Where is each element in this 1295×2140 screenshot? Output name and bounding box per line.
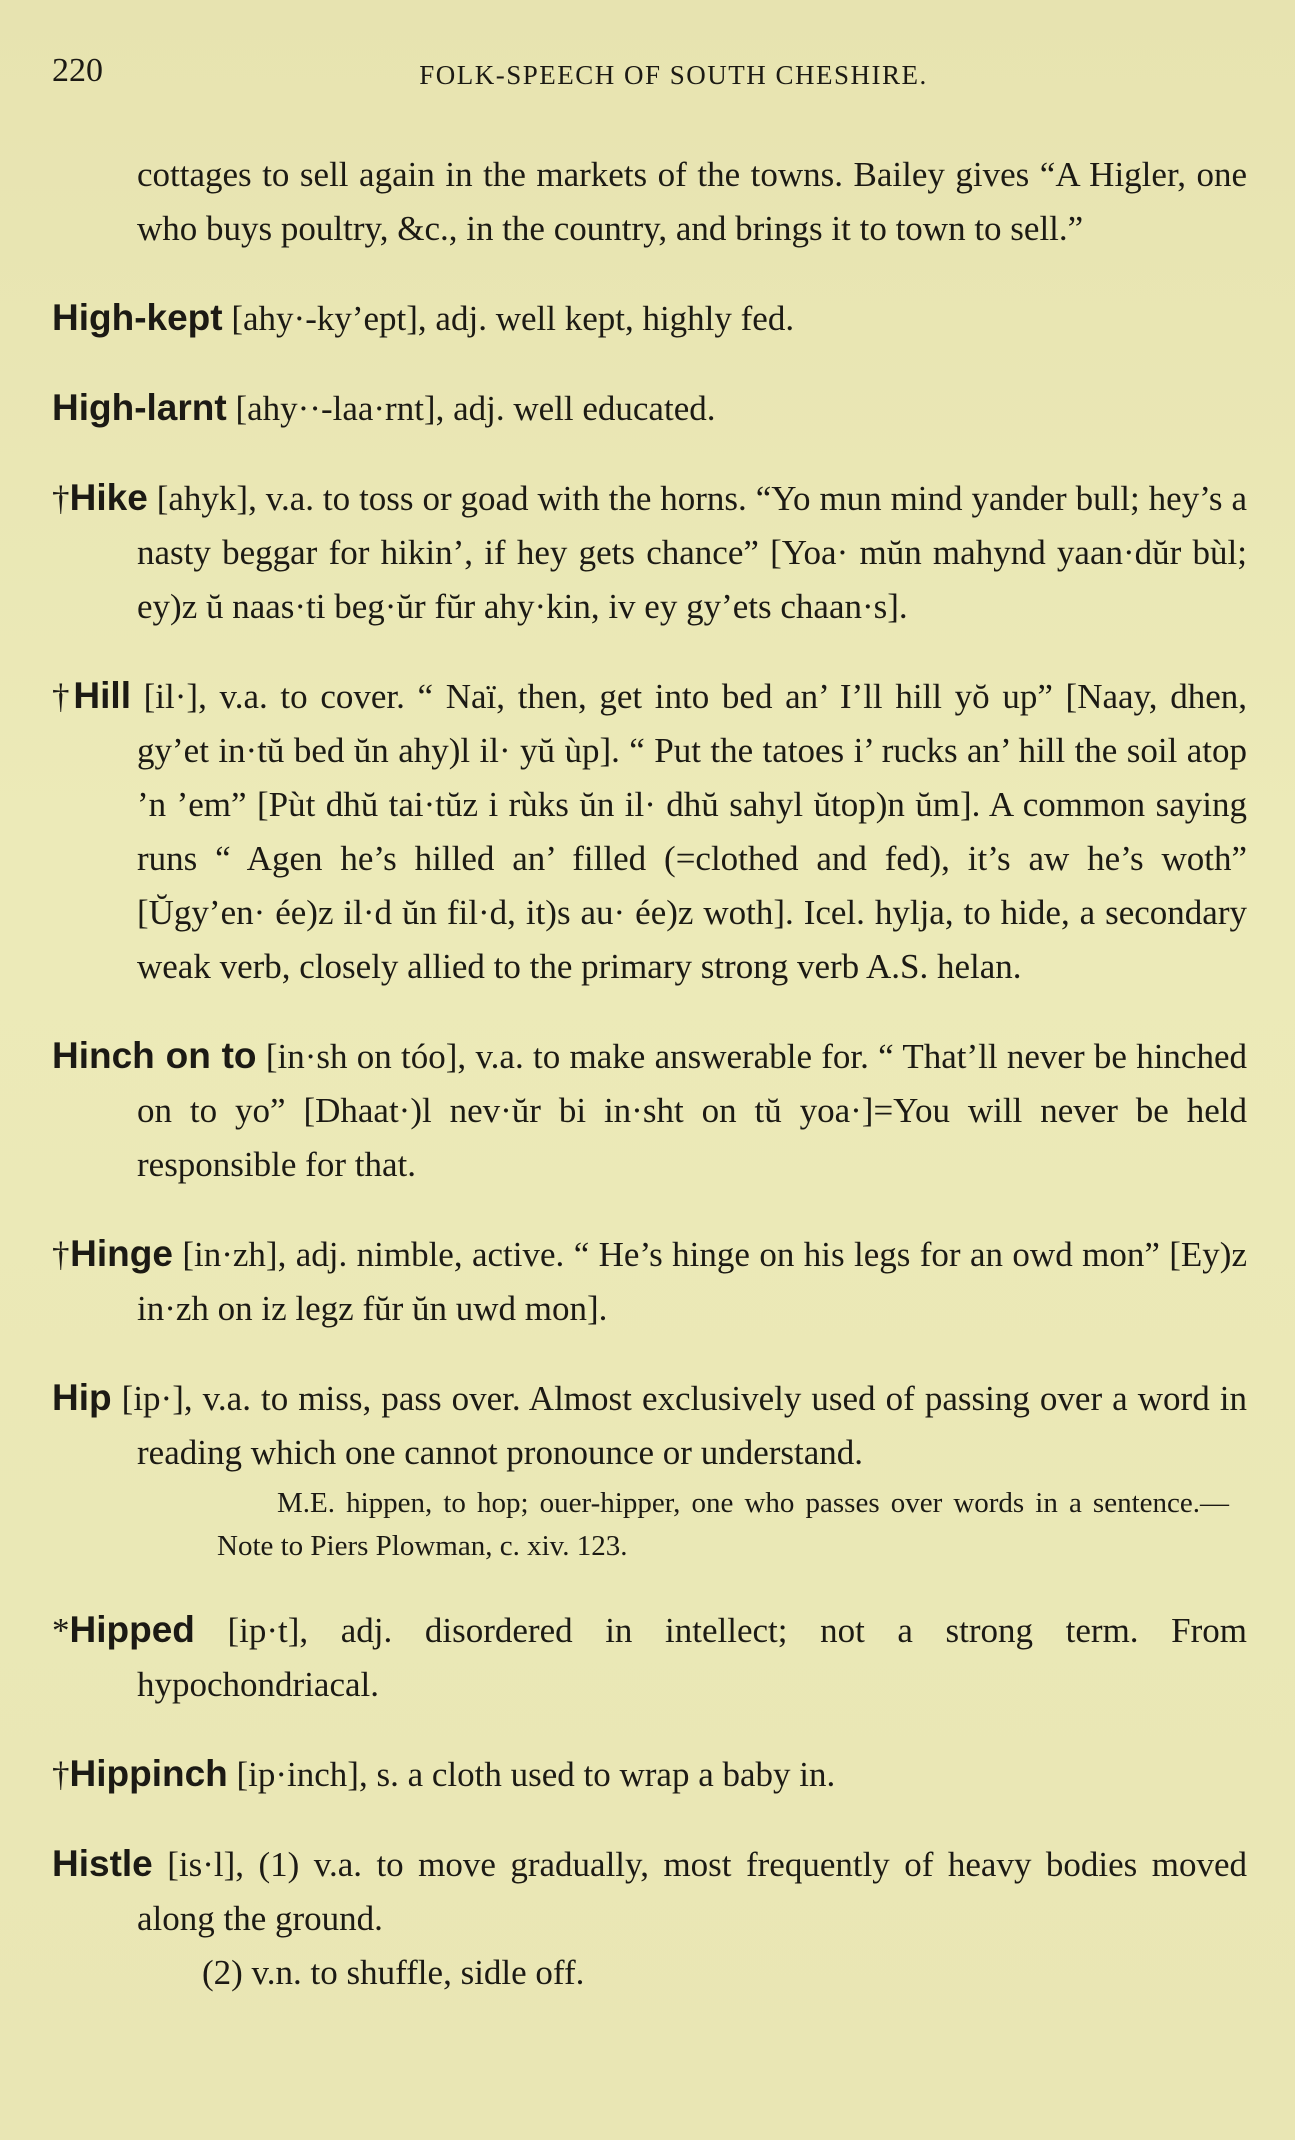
definition: [ahy··-laa·rnt], adj. well educated. <box>226 389 716 428</box>
etymology-note: M.E. hippen, to hop; ouer-hipper, one who passes over words in a sentence.—Note to Piers Plowman, c. xiv. 123. <box>217 1487 1229 1562</box>
definition: [is·l], (1) v.a. to move gradually, most frequently of heavy bodies moved along the ground. <box>137 1845 1247 1938</box>
obsolete-mark: † <box>52 1755 70 1794</box>
headword: Hippinch <box>69 1753 228 1794</box>
obsolete-mark: † <box>52 479 70 518</box>
entry-hike <box>52 471 1247 634</box>
page-header <box>52 52 1255 102</box>
definition: [in·sh on tóo], v.a. to make answerable for. “ That’ll never be hinched on to yo” [Dhaat·)l nev·ŭr bi in·sht on tŭ yoa·]=You will never be held responsible for that. <box>137 1037 1247 1184</box>
modern-mark: * <box>52 1611 70 1650</box>
headword: Hike <box>69 477 148 518</box>
headword: High-larnt <box>52 387 227 428</box>
histle-sense-2: (2) v.n. to shuffle, sidle off. <box>202 1953 585 1992</box>
obsolete-mark: † <box>52 677 74 716</box>
headword: Hip <box>52 1377 112 1418</box>
obsolete-mark: † <box>52 1235 71 1274</box>
entry-histle <box>52 1837 1247 1946</box>
entry-hinge <box>52 1227 1247 1336</box>
headword: Hinch on to <box>52 1035 257 1076</box>
running-title: FOLK-SPEECH OF SOUTH CHESHIRE. <box>419 60 928 90</box>
headword: Hipped <box>69 1609 195 1650</box>
entry-hinch-on-to <box>52 1029 1247 1192</box>
definition: [ahyk], v.a. to toss or goad with the horns. “Yo mun mind yander bull; hey’s a nasty beggar for hikin’, if hey gets chance” [Yoa· mŭn mahynd yaan·dŭr bùl; ey)z ŭ naas·ti beg·ŭr fŭr ahy·kin, iv ey gy’ets chaan·s]. <box>137 479 1247 626</box>
definition: [ip·t], adj. disordered in intellect; not a strong term. From hypochondriacal. <box>137 1611 1247 1704</box>
headword: Histle <box>52 1843 153 1884</box>
definition: [ahy·-ky’ept], adj. well kept, highly fed. <box>222 299 795 338</box>
definition: [ip·inch], s. a cloth used to wrap a baby in. <box>227 1755 836 1794</box>
entry-high-kept <box>52 291 1247 346</box>
entry-hill <box>52 669 1247 994</box>
dictionary-body <box>52 148 1247 2000</box>
definition: [ip·], v.a. to miss, pass over. Almost exclusively used of passing over a word in reading which one cannot pronounce or understand. <box>111 1379 1247 1472</box>
continued-text: cottages to sell again in the markets of the towns. Bailey gives “A Higler, one who buys poultry, &c., in the country, and brings it to town to sell.” <box>137 155 1247 248</box>
headword: Hinge <box>70 1233 173 1274</box>
headword: Hill <box>73 675 131 716</box>
entry-hippinch <box>52 1747 1247 1802</box>
definition: [il·], v.a. to cover. “ Naï, then, get into bed an’ I’ll hill yŏ up” [Naay, dhen, gy’et in·tŭ bed ŭn ahy)l il· yŭ ùp]. “ Put the tatoes i’ rucks an’ hill the soil atop ’n ’em” [Pùt dhŭ tai·tŭz i rùks ŭn il· dhŭ sahyl ŭtop)n ŭm]. A common saying runs “ Agen he’s hilled an’ filled (=clothed and fed), it’s aw he’s woth” [Ŭgy’en· ée)z il·d ŭn fil·d, it)s au· ée)z woth]. Icel. hylja, to hide, a secondary weak verb, closely allied to the primary strong verb A.S. helan. <box>130 677 1247 986</box>
entry-hip <box>52 1371 1247 1480</box>
entry-high-larnt <box>52 381 1247 436</box>
headword: High-kept <box>52 297 223 338</box>
page-number: 220 <box>52 52 103 89</box>
definition: [in·zh], adj. nimble, active. “ He’s hinge on his legs for an owd mon” [Ey)z in·zh on iz legz fŭr ŭn uwd mon]. <box>137 1235 1247 1328</box>
entry-hipped <box>52 1603 1247 1712</box>
